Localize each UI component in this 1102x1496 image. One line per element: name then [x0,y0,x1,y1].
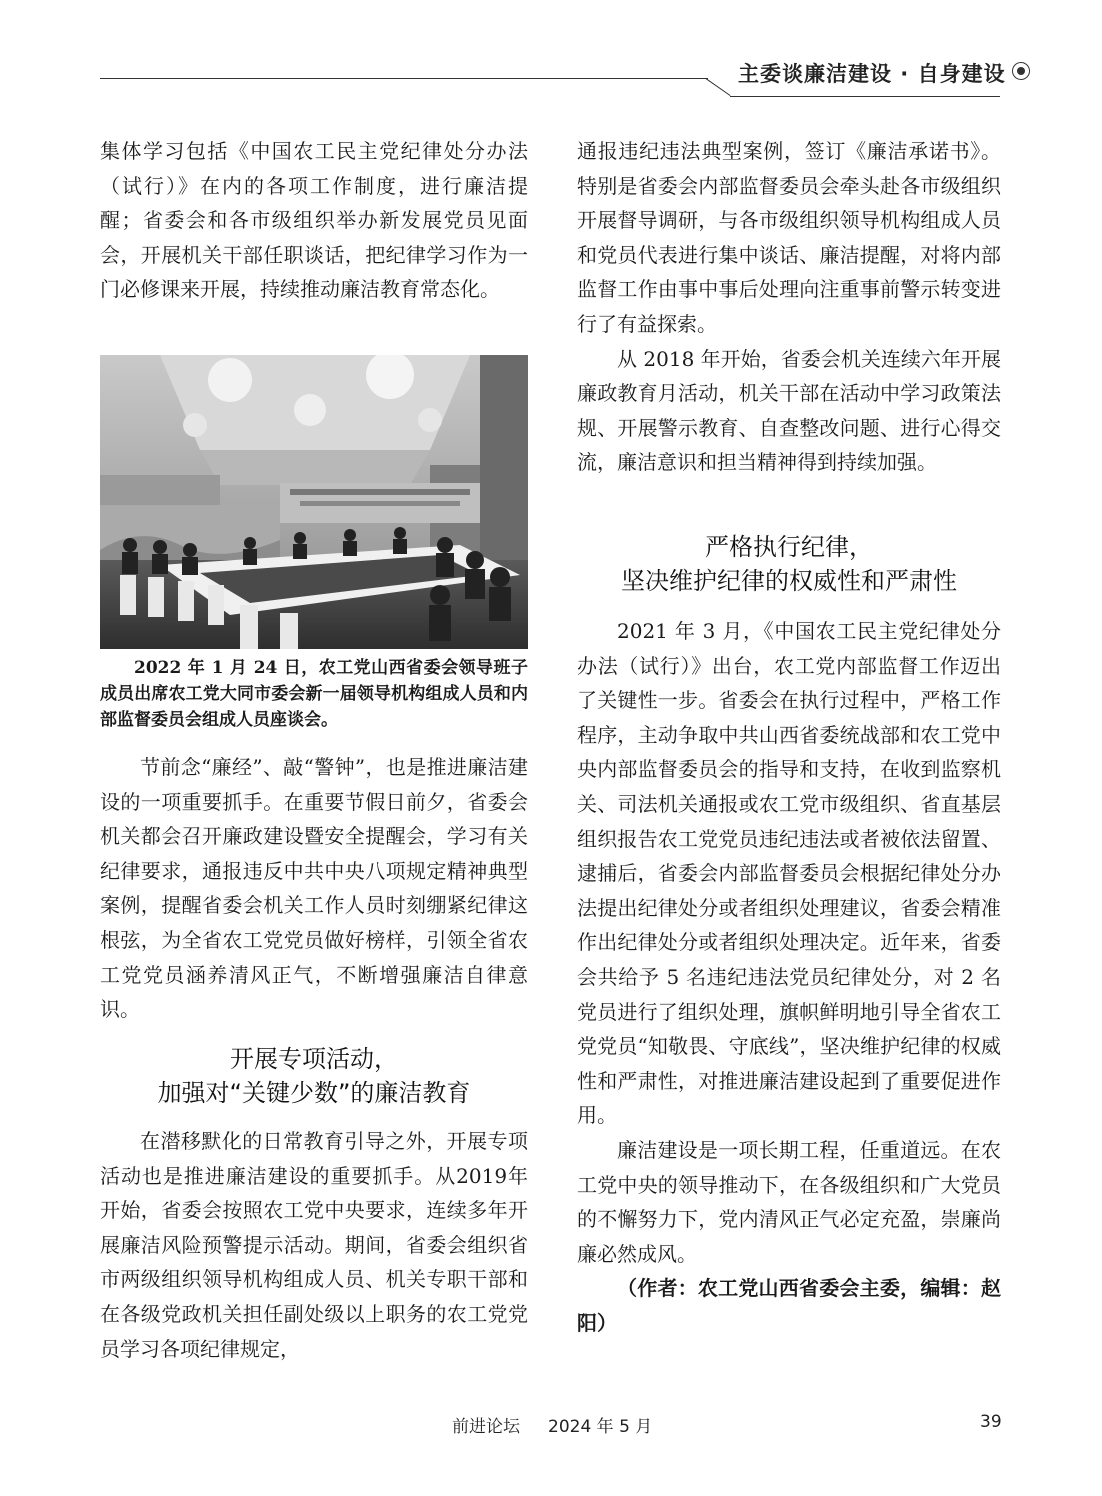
left-column-bottom [100,1124,528,1366]
page-number: 39 [980,1412,1002,1432]
left-column-middle [100,750,528,1027]
author-note: （作者：农工党山西省委会主委，编辑：赵阳） [577,1276,1001,1335]
section-heading-left [100,1042,528,1110]
paragraph: 集体学习包括《中国农工民主党纪律处分办法（试行）》在内的各项工作制度，进行廉洁提醒；省委会和各市级组织举办新发展党员见面会，开展机关干部任职谈话，把纪律学习作为一门必修课来开展，持续推动廉洁教育常态化。 [100,139,528,302]
paragraph: 廉洁建设是一项长期工程，任重道远。在农工党中央的领导推动下，在各级组织和广大党员的不懈努力下，党内清风正气必定充盈，崇廉尚廉必然成风。 [577,1137,1001,1266]
paragraph: 从 2018 年开始，省委会机关连续六年开展廉政教育月活动，机关干部在活动中学习政策法规、开展警示教育、自查整改问题、进行心得交流，廉洁意识和担当精神得到持续加强。 [577,346,1001,475]
paragraph: 通报违纪违法典型案例，签订《廉洁承诺书》。特别是省委会内部监督委员会牵头赴各市级组织开展督导调研，与各市级组织领导机构组成人员和党员代表进行集中谈话、廉洁提醒，对将内部监督工作由事中事后处理向注重事前警示转变进行了有益探索。 [577,139,1001,336]
section-heading-line: 开展专项活动， [230,1045,398,1073]
section-heading-line: 加强对“关键少数”的廉洁教育 [157,1079,471,1107]
target-icon [1012,62,1030,80]
section-heading-line: 坚决维护纪律的权威性和严肃性 [621,567,957,595]
paragraph: 在潜移默化的日常教育引导之外，开展专项活动也是推进廉洁建设的重要抓手。从2019年开始，省委会按照农工党中央要求，连续多年开展廉洁风险预警提示活动。期间，省委会组织省市两级组织领导机构组成人员、机关专职干部和在各级党政机关担任副处级以上职务的农工党党员学习各项纪律规定， [100,1129,528,1361]
issue-date: 2024 年 5 月 [548,1417,653,1437]
header-rule-right [730,96,1000,97]
meeting-photo [100,355,528,649]
column-title: 主委谈廉洁建设 · 自身建设 [738,62,1006,86]
right-column-top [577,134,1001,480]
publication-name: 前进论坛 [452,1417,520,1437]
section-heading-line: 严格执行纪律， [705,533,873,561]
right-column-bottom [577,614,1001,1340]
header-rule [100,78,708,79]
photo-caption: 2022 年 1 月 24 日，农工党山西省委会领导班子成员出席农工党大同市委会新一届领导机构组成人员和内部监督委员会组成人员座谈会。 [100,658,528,730]
left-column-top [100,134,528,307]
paragraph: 2021 年 3 月，《中国农工民主党纪律处分办法（试行）》出台，农工党内部监督工作迈出了关键性一步。省委会在执行过程中，严格工作程序，主动争取中共山西省委统战部和农工党中央内部监督委员会的指导和支持，在收到监察机关、司法机关通报或农工党市级组织、省直基层组织报告农工党党员违纪违法或者被依法留置、逮捕后，省委会内部监督委员会根据纪律处分办法提出纪律处分或者组织处理建议，省委会精准作出纪律处分或者组织处理决定。近年来，省委会共给予 5 名违纪违法党员纪律处分，对 2 名党员进行了组织处理，旗帜鲜明地引导全省农工党党员“知敬畏、守底线”，坚决维护纪律的权威性和严肃性，对推进廉洁建设起到了重要促进作用。 [577,619,1001,1128]
header-rule-slant [705,78,730,96]
paragraph: 节前念“廉经”、敲“警钟”，也是推进廉洁建设的一项重要抓手。在重要节假日前夕，省委会机关都会召开廉政建设暨安全提醒会，学习有关纪律要求，通报违反中共中央八项规定精神典型案例，提醒省委会机关工作人员时刻绷紧纪律这根弦，为全省农工党党员做好榜样，引领全省农工党党员涵养清风正气，不断增强廉洁自律意识。 [100,755,528,1022]
section-heading-right [577,530,1001,598]
